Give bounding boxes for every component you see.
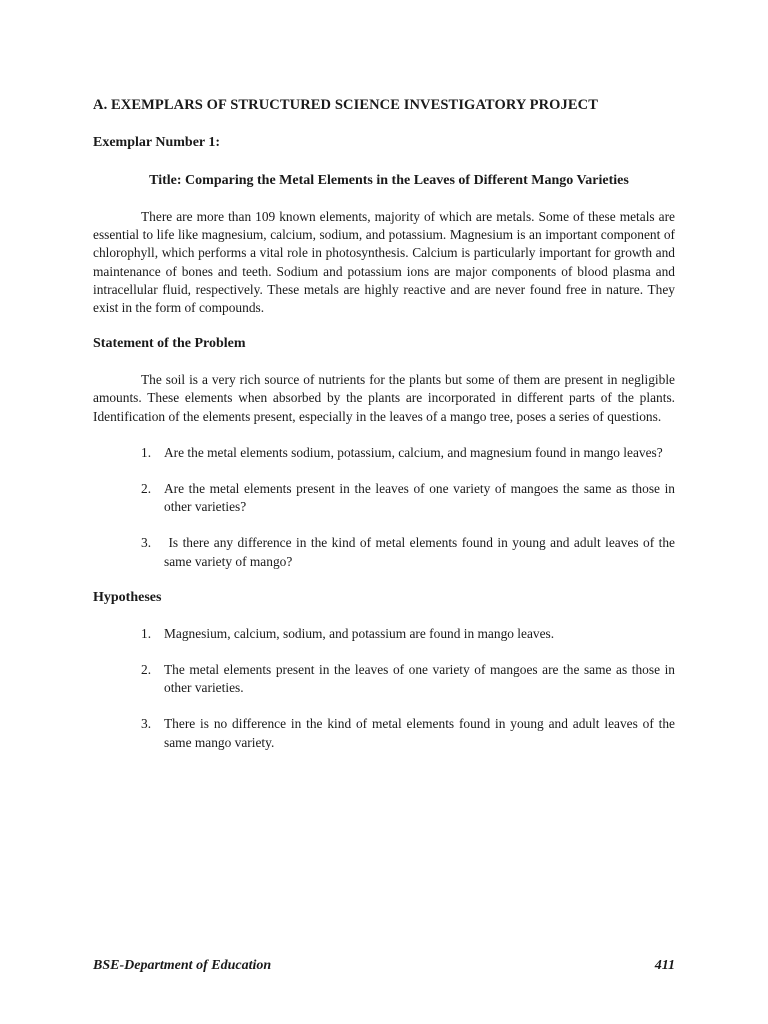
list-item [141, 480, 675, 516]
footer-department: BSE-Department of Education [93, 958, 272, 973]
list-item [141, 444, 675, 462]
list-item-number: 2. [141, 481, 152, 497]
list-item-number: 1. [141, 444, 152, 460]
hypotheses-heading: Hypotheses [93, 589, 162, 605]
page-number: 411 [654, 958, 675, 973]
problem-questions-list [93, 444, 679, 571]
list-item-text: Is there any difference in the kind of metal elements found in young and adult leaves of the same variety of mango? [164, 535, 679, 569]
list-item-text: Are the metal elements sodium, potassium, calcium, and magnesium found in mango leaves? [164, 444, 663, 460]
list-item-number: 2. [141, 662, 152, 678]
section-heading-exemplars: A. EXEMPLARS OF STRUCTURED SCIENCE INVESTIGATORY PROJECT [93, 97, 599, 113]
intro-paragraph: There are more than 109 known elements, majority of which are metals. Some of these metals are essential to life like magnesium, calcium, sodium, and potassium. Magnesium is an important component of chlorophyll, which performs a vital role in photosynthesis. Calcium is particularly important for growth and maintenance of bones and teeth. Sodium and potassium ions are major components of blood plasma and intracellular fluid, respectively. These metals are highly reactive and are never found free in nature. They exist in the form of compounds. [93, 209, 675, 316]
list-item-text: Magnesium, calcium, sodium, and potassium are found in mango leaves. [164, 625, 555, 641]
list-item [141, 715, 675, 751]
list-item [141, 534, 679, 570]
exemplar-number: Exemplar Number 1: [93, 135, 221, 150]
problem-heading: Statement of the Problem [93, 336, 246, 352]
list-item-text: Are the metal elements present in the leaves of one variety of mangoes the same as those in other varieties? [164, 481, 675, 515]
project-title: Title: Comparing the Metal Elements in the Leaves of Different Mango Varieties [149, 173, 629, 188]
list-item [141, 625, 675, 643]
problem-paragraph: The soil is a very rich source of nutrients for the plants but some of them are present in negligible amounts. These elements when absorbed by the plants are incorporated in different parts of the plants. Identification of the elements present, especially in the leaves of a mango tree, poses a series of questions. [93, 372, 675, 424]
hypotheses-list [93, 625, 675, 752]
list-item-number: 3. [141, 535, 152, 551]
list-item [141, 661, 675, 697]
list-item-text: There is no difference in the kind of metal elements found in young and adult leaves of the same mango variety. [164, 716, 675, 750]
list-item-number: 1. [141, 625, 152, 641]
list-item-text: The metal elements present in the leaves of one variety of mangoes are the same as those in other varieties. [164, 662, 675, 696]
page-content [93, 96, 679, 752]
list-item-number: 3. [141, 716, 152, 732]
